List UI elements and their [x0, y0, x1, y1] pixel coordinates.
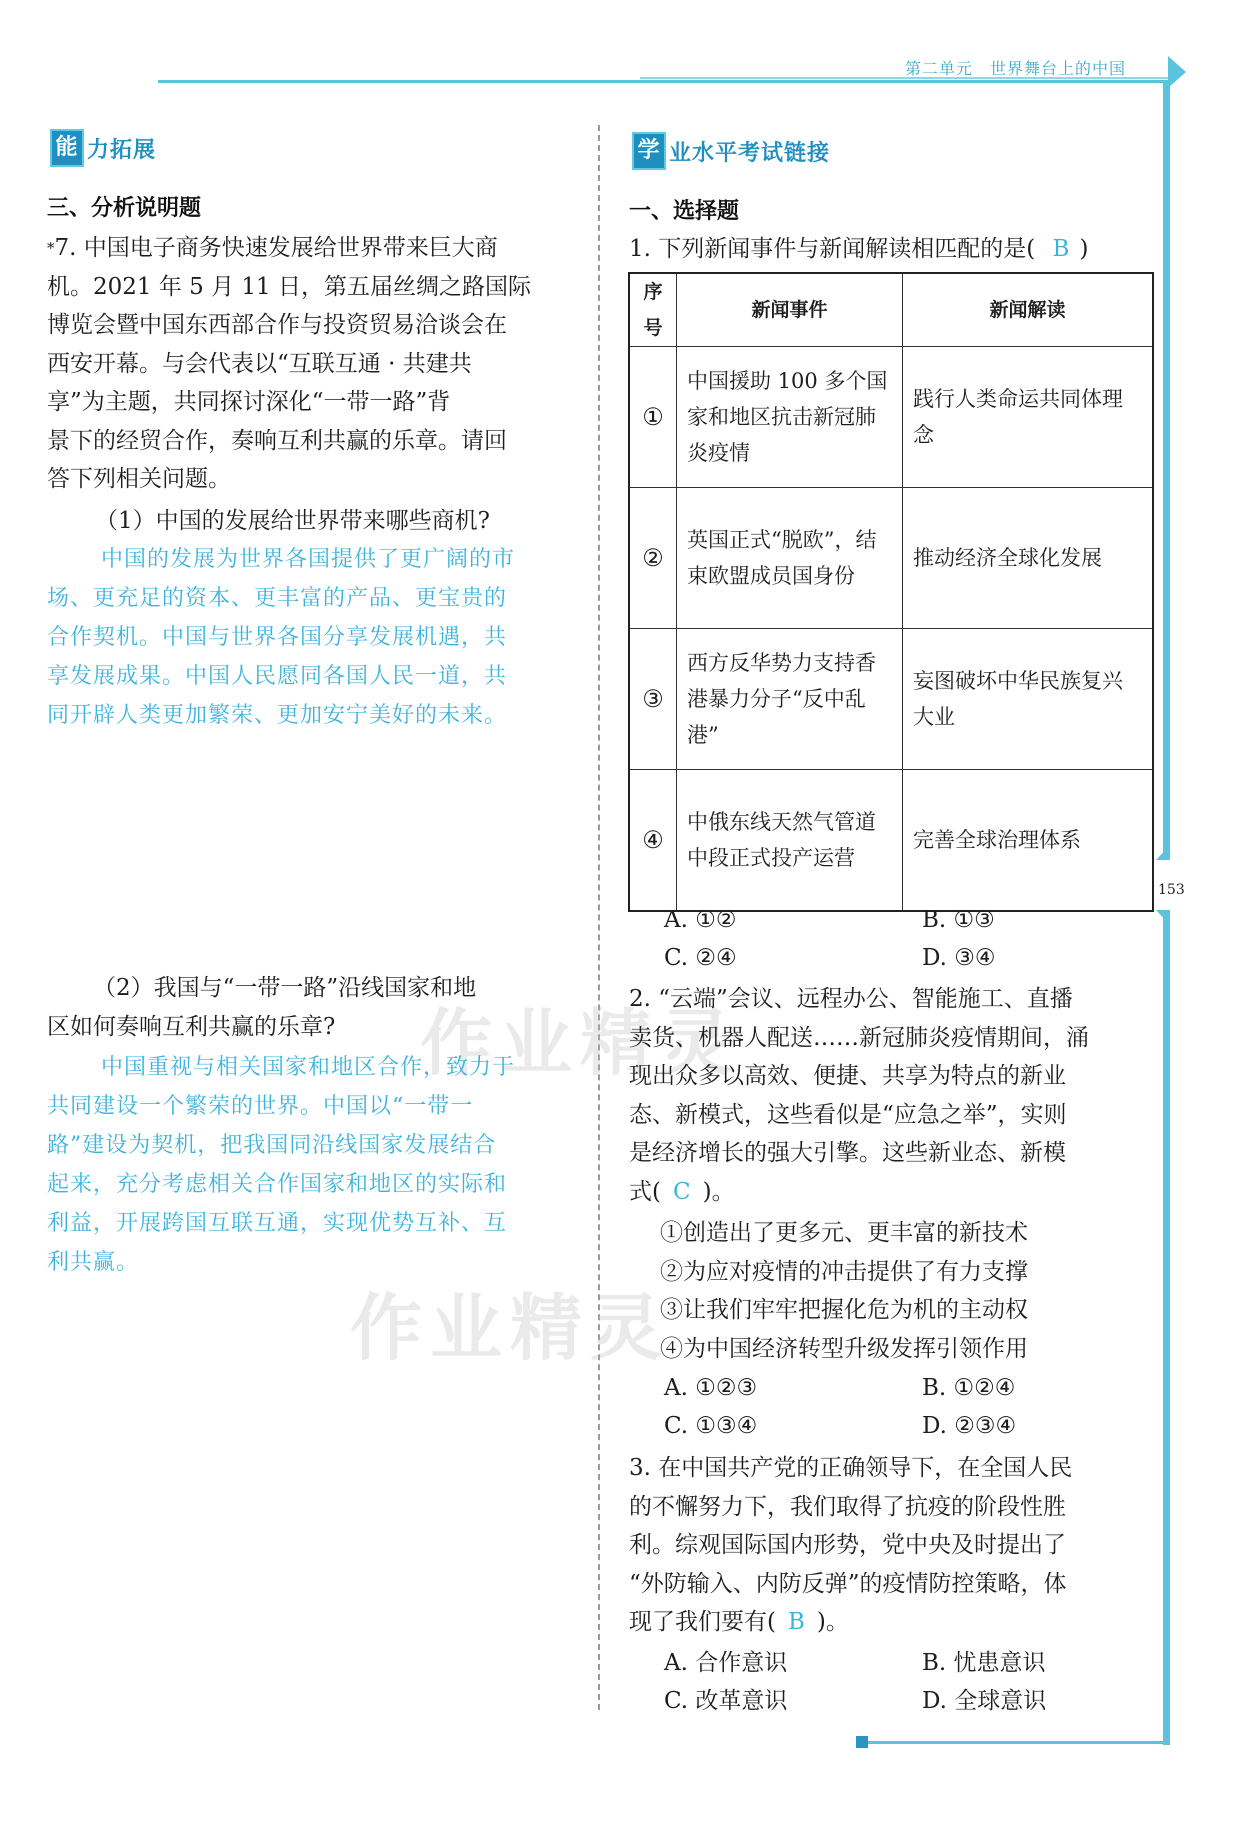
q3-close: )。 [816, 1609, 849, 1635]
q3-option-d: D. 全球意识 [922, 1688, 1047, 1714]
q7-line: 景下的经贸合作，奏响互利共赢的乐章。请回 [47, 427, 507, 454]
heading-analysis: 三、分析说明题 [47, 196, 202, 221]
q1-answer: B [1052, 236, 1070, 262]
row-number: ① [629, 347, 677, 488]
q3-answer: B [787, 1609, 805, 1635]
question-7 [47, 229, 569, 499]
question-7-1: （1）中国的发展给世界带来哪些商机? [95, 508, 490, 534]
table-row [629, 347, 1153, 488]
footer-square [856, 1736, 868, 1748]
column-divider [598, 125, 600, 1710]
page-number: 153 [1158, 882, 1185, 898]
q2-item: ①创造出了更多元、更丰富的新技术 [660, 1220, 1028, 1246]
q3-last: 现了我们要有( [629, 1609, 776, 1635]
q3-line: 利。综观国际国内形势，党中央及时提出了 [629, 1532, 1066, 1558]
table-header-row [629, 273, 1153, 347]
table-header: 新闻解读 [903, 273, 1154, 347]
row-number: ③ [629, 629, 677, 770]
q2-close: )。 [702, 1178, 735, 1205]
q2-statements [660, 1214, 1028, 1368]
watermark-mid: 作业精灵 [420, 1001, 741, 1085]
q2-line: 是经济增长的强大引擎。这些新业态、新模 [629, 1140, 1066, 1166]
q3-option-b: B. 忧患意识 [922, 1650, 1046, 1676]
row-reading: 完善全球治理体系 [903, 770, 1154, 912]
section-title-exam [632, 132, 830, 170]
q3-line: “外防输入、内防反弹”的疫情防控策略，体 [629, 1570, 1067, 1597]
news-table [628, 272, 1154, 912]
question-3 [629, 1449, 1155, 1642]
answer-line: 中国的发展为世界各国提供了更广阔的市 [101, 547, 516, 572]
answer-line: 同开辟人类更加繁荣、更加安宁美好的未来。 [47, 703, 508, 728]
answer-line: 利共赢。 [47, 1250, 140, 1275]
answer-line: 路”建设为契机，把我国同沿线国家发展结合 [47, 1133, 497, 1158]
section-title-box: 学 [632, 132, 666, 170]
heading-choice: 一、选择题 [629, 199, 740, 224]
answer-line: 起来，充分考虑相关合作国家和地区的实际和 [47, 1172, 508, 1197]
q7-line: 机。2021 年 5 月 11 日，第五届丝绸之路国际 [47, 273, 531, 300]
answer-line: 合作契机。中国与世界各国分享发展机遇，共 [47, 625, 508, 650]
footer-rule [860, 1741, 1170, 1744]
side-notch-bottom [1156, 910, 1170, 925]
q3-option-c: C. 改革意识 [664, 1688, 788, 1714]
section-title-box: 能 [50, 129, 84, 167]
q1-option-c: C. ②④ [664, 945, 737, 971]
running-header: 第二单元 世界舞台上的中国 [905, 59, 1127, 78]
q1-text: 1. 下列新闻事件与新闻解读相匹配的是( [629, 236, 1036, 262]
table-row [629, 488, 1153, 629]
row-event: 中俄东线天然气管道中段正式投产运营 [677, 770, 903, 912]
answer-7-1 [47, 540, 571, 735]
answer-line: 利益，开展跨国互联互通，实现优势互补、互 [47, 1211, 508, 1236]
answer-7-2 [47, 1048, 571, 1282]
q3-line: 3. 在中国共产党的正确领导下，在全国人民 [629, 1455, 1073, 1481]
side-bar-top [1163, 80, 1170, 860]
q2-item: ③让我们牢牢把握化危为机的主动权 [660, 1297, 1028, 1323]
table-header: 序号 [629, 273, 677, 347]
answer-line: 享发展成果。中国人民愿同各国人民一道，共 [47, 664, 508, 689]
q2-item: ②为应对疫情的冲击提供了有力支撑 [660, 1258, 1028, 1285]
q2-line: 态、新模式，这些看似是“应急之举”，实则 [629, 1101, 1067, 1128]
watermark-low: 作业精灵 [350, 1286, 671, 1370]
q2-last: 式( [629, 1178, 661, 1205]
q2-line: 卖货、机器人配送……新冠肺炎疫情期间，涌 [629, 1024, 1089, 1051]
q1-option-d: D. ③④ [922, 945, 996, 971]
q1-option-a: A. ①② [664, 907, 737, 933]
question-star: * [47, 239, 55, 257]
q7-2-line: （2）我国与“一带一路”沿线国家和地 [93, 975, 477, 1001]
side-bar-bottom [1163, 910, 1170, 1745]
section-title-ability [50, 129, 156, 167]
table-row [629, 629, 1153, 770]
answer-line: 中国重视与相关国家和地区合作，致力于 [101, 1055, 516, 1080]
q7-line: 答下列相关问题。 [47, 466, 231, 492]
row-event: 西方反华势力支持香港暴力分子“反中乱港” [677, 629, 903, 770]
q2-option-c: C. ①③④ [664, 1413, 758, 1439]
side-notch-top [1156, 845, 1170, 860]
row-reading: 妄图破坏中华民族复兴大业 [903, 629, 1154, 770]
row-number: ④ [629, 770, 677, 912]
section-title-text: 业水平考试链接 [669, 140, 831, 166]
q2-line: 现出众多以高效、便捷、共享为特点的新业 [629, 1063, 1066, 1089]
answer-line: 场、更充足的资本、更丰富的产品、更宝贵的 [47, 586, 508, 611]
question-7-2 [47, 969, 571, 1046]
q2-option-b: B. ①②④ [922, 1375, 1016, 1401]
row-event: 中国援助 100 多个国家和地区抗击新冠肺炎疫情 [677, 347, 903, 488]
q2-item: ④为中国经济转型升级发挥引领作用 [660, 1335, 1028, 1362]
row-event: 英国正式“脱欧”，结束欧盟成员国身份 [677, 488, 903, 629]
q2-option-a: A. ①②③ [664, 1375, 758, 1401]
q1-option-b: B. ①③ [922, 907, 995, 933]
question-1 [629, 230, 1088, 269]
q3-option-a: A. 合作意识 [664, 1650, 788, 1676]
header-arrow-icon [1168, 56, 1186, 88]
q2-line: 2. “云端”会议、远程办公、智能施工、直播 [629, 986, 1073, 1012]
row-reading: 推动经济全球化发展 [903, 488, 1154, 629]
q2-answer: C [672, 1178, 691, 1205]
header-rule [158, 80, 1170, 83]
question-2 [629, 980, 1155, 1211]
answer-line: 共同建设一个繁荣的世界。中国以“一带一 [47, 1094, 474, 1119]
q1-close: ) [1079, 236, 1089, 262]
row-number: ② [629, 488, 677, 629]
row-reading: 践行人类命运共同体理念 [903, 347, 1154, 488]
q7-line: 博览会暨中国东西部合作与投资贸易洽谈会在 [47, 312, 507, 338]
q7-line: 享”为主题，共同探讨深化“一带一路”背 [47, 389, 451, 415]
q3-line: 的不懈努力下，我们取得了抗疫的阶段性胜 [629, 1493, 1066, 1520]
table-header: 新闻事件 [677, 273, 903, 347]
table-row [629, 770, 1153, 912]
q7-line: 西安开幕。与会代表以“互联互通 · 共建共 [47, 350, 472, 377]
q2-option-d: D. ②③④ [922, 1413, 1017, 1439]
q7-2-line: 区如何奏响互利共赢的乐章? [47, 1013, 336, 1040]
section-title-text: 力拓展 [87, 137, 157, 163]
q7-line: 7. 中国电子商务快速发展给世界带来巨大商 [54, 235, 498, 261]
